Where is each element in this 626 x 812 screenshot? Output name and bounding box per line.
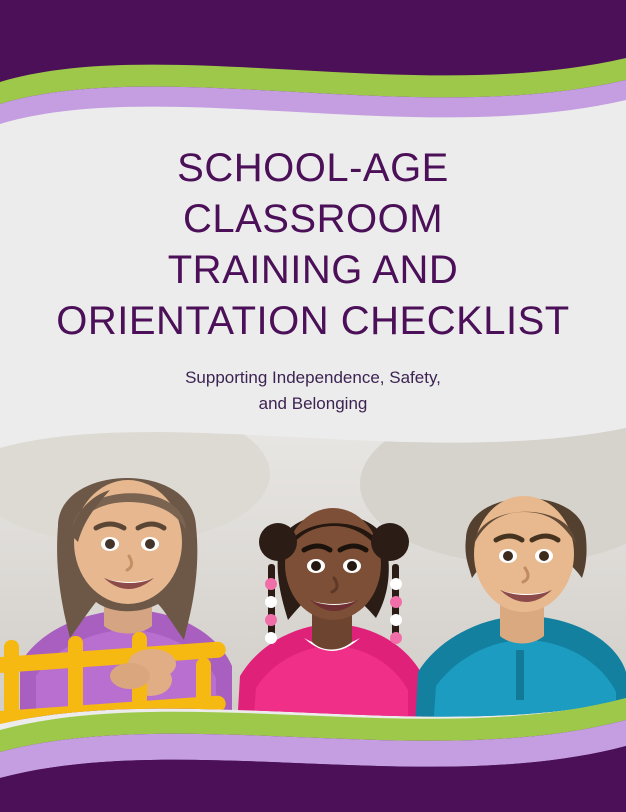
title-line-3: TRAINING AND [167,248,459,292]
subtitle-line-2: and Belonging [258,394,368,413]
subtitle-line-1: Supporting Independence, Safety, [185,368,441,387]
title-line-2: CLASSROOM [182,197,444,241]
cover-photo-illustration [0,414,626,744]
title-line-4: ORIENTATION CHECKLIST [56,299,570,343]
page-subtitle [113,365,513,417]
title-block [0,143,626,417]
cover-photo [0,414,626,744]
title-line-1: SCHOOL-AGE [177,146,449,190]
page-title [0,143,626,347]
